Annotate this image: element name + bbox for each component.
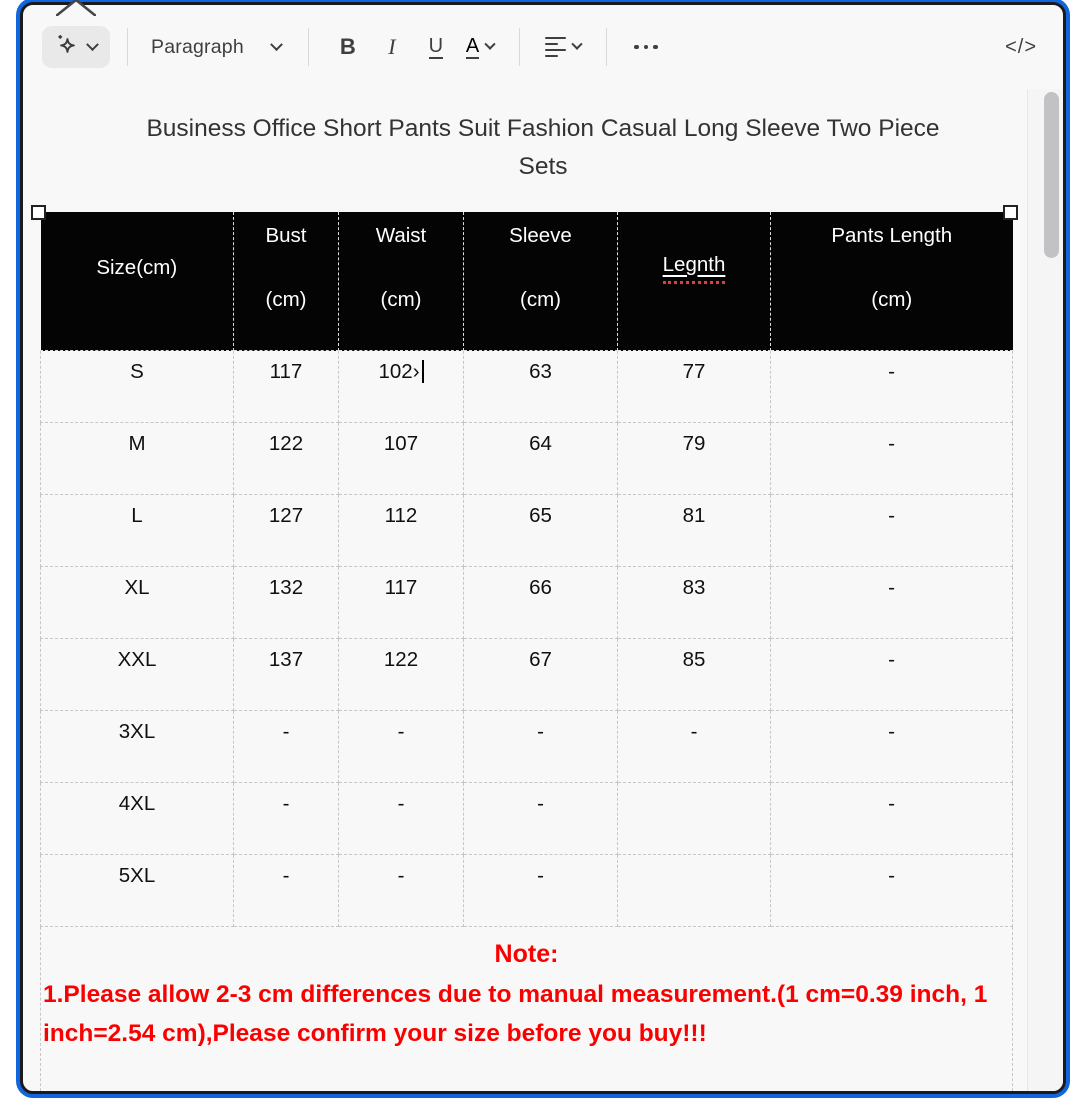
- rich-text-editor: [20, 2, 1066, 1094]
- toolbar-divider: [308, 28, 309, 66]
- cell-sleeve[interactable]: -: [464, 711, 618, 783]
- cell-bust[interactable]: -: [234, 711, 339, 783]
- ellipsis-icon: [634, 45, 658, 50]
- italic-icon: I: [388, 34, 396, 59]
- cell-waist[interactable]: 112: [339, 495, 464, 567]
- cell-size[interactable]: 4XL: [41, 783, 234, 855]
- table-resize-handle-left[interactable]: [31, 205, 46, 220]
- cell-sleeve[interactable]: -: [464, 783, 618, 855]
- bold-icon: B: [339, 34, 356, 59]
- note-heading: Note:: [494, 940, 559, 968]
- chevron-down-icon: [270, 38, 283, 51]
- cell-length[interactable]: [618, 783, 771, 855]
- cell-size[interactable]: XXL: [41, 639, 234, 711]
- cell-bust[interactable]: 137: [234, 639, 339, 711]
- table-row-l: [41, 495, 1013, 567]
- cell-length[interactable]: 81: [618, 495, 771, 567]
- editor-canvas[interactable]: [23, 89, 1063, 1091]
- italic-button[interactable]: [370, 26, 414, 68]
- cell-pants-length[interactable]: -: [771, 495, 1013, 567]
- cell-bust[interactable]: -: [234, 783, 339, 855]
- cell-pants-length[interactable]: -: [771, 423, 1013, 495]
- chevron-down-icon: [86, 38, 99, 51]
- header-cell-pants-length[interactable]: [771, 212, 1013, 351]
- cell-waist[interactable]: -: [339, 855, 464, 927]
- header-unit: (cm): [520, 288, 561, 311]
- align-left-icon: [545, 37, 566, 58]
- block-format-value: Paragraph: [151, 35, 244, 58]
- header-label: Pants Length: [831, 224, 953, 247]
- cell-sleeve[interactable]: 64: [464, 423, 618, 495]
- cell-size[interactable]: M: [41, 423, 234, 495]
- editor-toolbar: [23, 5, 1063, 89]
- more-options-button[interactable]: [624, 26, 668, 68]
- header-unit: (cm): [265, 288, 307, 311]
- cell-bust[interactable]: 127: [234, 495, 339, 567]
- source-code-button[interactable]: </>: [1005, 35, 1037, 58]
- ai-assistant-button[interactable]: [42, 26, 110, 68]
- cell-waist[interactable]: [339, 351, 464, 423]
- table-row-m: [41, 423, 1013, 495]
- cell-pants-length[interactable]: -: [771, 639, 1013, 711]
- cell-size[interactable]: XL: [41, 567, 234, 639]
- header-cell-bust[interactable]: [234, 212, 339, 351]
- cell-length[interactable]: -: [618, 711, 771, 783]
- chevron-down-icon: [485, 39, 496, 50]
- size-chart-table[interactable]: [40, 212, 1013, 1094]
- underline-icon: U: [428, 34, 444, 57]
- header-label: Waist: [375, 224, 427, 247]
- table-row-xl: [41, 567, 1013, 639]
- cell-length[interactable]: 85: [618, 639, 771, 711]
- toolbar-divider: [606, 28, 607, 66]
- text-cursor: [422, 360, 424, 383]
- cell-bust[interactable]: 132: [234, 567, 339, 639]
- cell-length[interactable]: 83: [618, 567, 771, 639]
- cell-waist[interactable]: 107: [339, 423, 464, 495]
- header-label-misspelled: Legnth: [663, 253, 726, 284]
- scrollbar-thumb[interactable]: [1044, 92, 1059, 258]
- table-note-row: [41, 927, 1013, 1095]
- cell-sleeve[interactable]: 63: [464, 351, 618, 423]
- cell-pants-length[interactable]: -: [771, 351, 1013, 423]
- popover-arrow-notch: [56, 0, 96, 16]
- cell-waist[interactable]: 122: [339, 639, 464, 711]
- cell-bust[interactable]: 117: [234, 351, 339, 423]
- header-unit: (cm): [380, 288, 422, 311]
- alignment-button[interactable]: [537, 26, 589, 68]
- cell-sleeve[interactable]: -: [464, 855, 618, 927]
- cell-pants-length[interactable]: -: [771, 567, 1013, 639]
- table-row-5xl: [41, 855, 1013, 927]
- header-label: Sleeve: [509, 224, 572, 247]
- block-format-select[interactable]: [145, 30, 291, 65]
- table-row-4xl: [41, 783, 1013, 855]
- cell-bust[interactable]: -: [234, 855, 339, 927]
- header-unit: (cm): [871, 288, 913, 311]
- cell-size[interactable]: L: [41, 495, 234, 567]
- cell-size[interactable]: 5XL: [41, 855, 234, 927]
- cell-bust[interactable]: 122: [234, 423, 339, 495]
- header-label: Size(cm): [96, 256, 178, 279]
- cell-length[interactable]: 79: [618, 423, 771, 495]
- cell-size[interactable]: 3XL: [41, 711, 234, 783]
- text-color-button[interactable]: [458, 26, 502, 68]
- table-row-xxl: [41, 639, 1013, 711]
- cell-text: 102›: [378, 360, 420, 383]
- header-label: Bust: [265, 224, 307, 247]
- toolbar-divider: [519, 28, 520, 66]
- cell-waist[interactable]: -: [339, 783, 464, 855]
- header-cell-sleeve[interactable]: [464, 212, 618, 351]
- table-row-3xl: [41, 711, 1013, 783]
- cell-pants-length[interactable]: -: [771, 783, 1013, 855]
- cell-length[interactable]: [618, 855, 771, 927]
- scrollbar-track[interactable]: [1027, 89, 1063, 1091]
- cell-sleeve[interactable]: 66: [464, 567, 618, 639]
- text-color-icon: A: [465, 34, 480, 57]
- product-title[interactable]: [23, 110, 1063, 186]
- cell-waist[interactable]: 117: [339, 567, 464, 639]
- cell-pants-length[interactable]: -: [771, 855, 1013, 927]
- sparkle-icon: [56, 34, 78, 61]
- cell-pants-length[interactable]: -: [771, 711, 1013, 783]
- size-chart-body: [41, 351, 1013, 1095]
- table-resize-handle-right[interactable]: [1003, 205, 1018, 220]
- cell-waist[interactable]: -: [339, 711, 464, 783]
- size-chart-header: [41, 212, 1013, 351]
- product-title-line2: Sets: [518, 153, 568, 180]
- table-row-s: [41, 351, 1013, 423]
- cell-size[interactable]: S: [41, 351, 234, 423]
- cell-sleeve[interactable]: 67: [464, 639, 618, 711]
- toolbar-divider: [127, 28, 128, 66]
- table-header-row: [41, 212, 1013, 351]
- bold-button[interactable]: [326, 26, 370, 68]
- header-cell-waist[interactable]: [339, 212, 464, 351]
- underline-button[interactable]: [414, 26, 458, 68]
- note-body: 1.Please allow 2-3 cm differences due to manual measurement.(1 cm=0.39 inch, 1 inch=2.54 cm),Please confirm your size before you buy!!!: [43, 981, 988, 1047]
- cell-length[interactable]: 77: [618, 351, 771, 423]
- product-title-line1: Business Office Short Pants Suit Fashion Casual Long Sleeve Two Piece: [146, 115, 940, 142]
- note-cell[interactable]: [41, 927, 1013, 1095]
- header-cell-length[interactable]: [618, 212, 771, 351]
- cell-sleeve[interactable]: 65: [464, 495, 618, 567]
- header-cell-size[interactable]: [41, 212, 234, 351]
- chevron-down-icon: [572, 39, 583, 50]
